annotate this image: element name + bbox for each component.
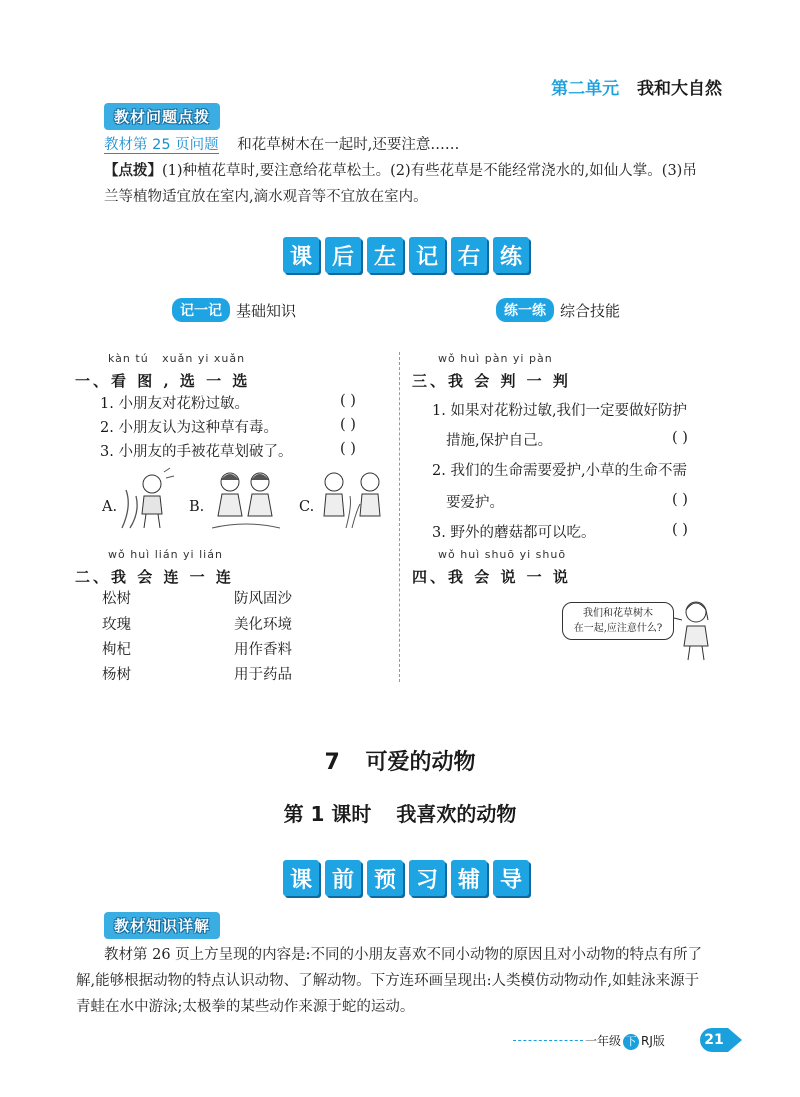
knowledge-line-2: 解,能够根据动物的特点认识动物、了解动物。下方连环画呈现出:人类模仿动物动作,如蛙泳来源于 xyxy=(76,973,700,989)
banner-char: 习 xyxy=(409,860,445,896)
lesson-title xyxy=(0,798,800,827)
knowledge-line-3: 青蛙在水中游泳;太极拳的某些动作来源于蛇的运动。 xyxy=(76,999,415,1015)
edition-text: RJ版 xyxy=(641,1034,665,1048)
footer-dash-line xyxy=(513,1040,583,1041)
chapter-number: 7 xyxy=(324,750,340,775)
q3-item-3: 3. 野外的蘑菇都可以吃。 xyxy=(432,525,596,541)
speech-bubble: 我们和花草树木 在一起,应注意什么? xyxy=(562,602,674,640)
q3-pinyin: wǒ huì pàn yi pàn xyxy=(438,352,553,365)
q1-item: 2. 小朋友认为这种草有毒。 xyxy=(100,420,278,436)
q1-item: 1. 小朋友对花粉过敏。 xyxy=(100,396,249,412)
banner-char: 练 xyxy=(493,237,529,273)
hint-line-1: 【点拨】(1)种植花草时,要注意给花草松土。(2)有些花草是不能经常浇水的,如仙人掌。(3)吊 xyxy=(104,162,697,179)
answer-paren[interactable]: ( ) xyxy=(340,393,356,409)
option-a-label: A. xyxy=(102,499,118,515)
banner-char: 辅 xyxy=(451,860,487,896)
match-right-item: 用作香料 xyxy=(234,642,292,658)
match-left-item: 松树 xyxy=(102,591,131,607)
banner-char: 预 xyxy=(367,860,403,896)
practice-badge: 练一练 xyxy=(496,298,554,322)
answer-paren[interactable]: ( ) xyxy=(340,417,356,433)
term-mark: 下 xyxy=(623,1034,639,1050)
basic-knowledge-head xyxy=(172,298,296,322)
answer-paren[interactable]: ( ) xyxy=(340,441,356,457)
hint-line-2: 兰等植物适宜放在室内,滴水观音等不宜放在室内。 xyxy=(104,189,428,205)
grade-text: 一年级 xyxy=(585,1034,622,1048)
q3-title: 三、我 会 判 一 判 xyxy=(412,372,571,390)
page-number: 21 xyxy=(700,1028,728,1052)
banner-char: 左 xyxy=(367,237,403,273)
banner-char: 后 xyxy=(325,237,361,273)
q4-pinyin: wǒ huì shuō yi shuō xyxy=(438,548,567,561)
option-b-label: B. xyxy=(189,499,205,515)
banner-char: 记 xyxy=(409,237,445,273)
answer-paren[interactable]: ( ) xyxy=(672,430,688,446)
q2-pinyin: wǒ huì lián yi lián xyxy=(108,548,223,561)
unit-title: 我和大自然 xyxy=(637,79,722,99)
q3-item-2-cont: 要爱护。 xyxy=(446,495,504,511)
answer-paren[interactable]: ( ) xyxy=(672,492,688,508)
knowledge-badge: 教材知识详解 xyxy=(104,912,220,939)
remember-badge: 记一记 xyxy=(172,298,230,322)
q3-item-1-cont: 措施,保护自己。 xyxy=(446,433,553,449)
q4-title: 四、我 会 说 一 说 xyxy=(412,568,571,586)
unit-number: 第二单元 xyxy=(551,79,620,99)
q2-title: 二、我 会 连 一 连 xyxy=(75,568,234,586)
match-right-item: 用于药品 xyxy=(234,667,292,683)
footer-edition xyxy=(585,1032,665,1050)
q1-pinyin: kàn tú xuǎn yi xuǎn xyxy=(108,352,246,365)
match-left-item: 枸杞 xyxy=(102,642,131,658)
chapter-title xyxy=(0,745,800,776)
after-class-banner xyxy=(283,237,529,273)
skills-title: 综合技能 xyxy=(560,301,621,320)
banner-char: 右 xyxy=(451,237,487,273)
girl-thinking-illustration xyxy=(672,596,720,664)
match-right-item: 美化环境 xyxy=(234,617,292,633)
banner-char: 前 xyxy=(325,860,361,896)
answer-paren[interactable]: ( ) xyxy=(672,522,688,538)
q1-title: 一、看 图 , 选 一 选 xyxy=(75,372,251,390)
banner-char: 课 xyxy=(283,860,319,896)
textbook-tips-badge: 教材问题点拨 xyxy=(104,103,220,130)
lesson-number: 第 1 课时 xyxy=(283,802,372,826)
page-arrow-icon xyxy=(728,1028,742,1052)
two-girls-illustration xyxy=(208,466,284,532)
question-text: 和花草树木在一起时,还要注意…… xyxy=(237,137,460,153)
child-sneezing-illustration xyxy=(118,466,178,532)
banner-char: 导 xyxy=(493,860,529,896)
column-divider xyxy=(399,352,400,682)
hint-label: 【点拨】 xyxy=(104,162,162,179)
textbook-question xyxy=(104,132,459,158)
q3-item-1: 1. 如果对花粉过敏,我们一定要做好防护 xyxy=(432,403,688,419)
unit-header xyxy=(551,74,722,99)
chapter-name: 可爱的动物 xyxy=(365,750,476,775)
q3-item-2: 2. 我们的生命需要爱护,小草的生命不需 xyxy=(432,463,688,479)
pre-class-banner xyxy=(283,860,529,896)
knowledge-line-1: 教材第 26 页上方呈现的内容是:不同的小朋友喜欢不同小动物的原因且对小动物的特点有所了 xyxy=(104,947,703,963)
skills-head xyxy=(496,298,620,322)
match-right-item: 防风固沙 xyxy=(234,591,292,607)
q1-item: 3. 小朋友的手被花草划破了。 xyxy=(100,444,293,460)
children-plants-illustration xyxy=(316,466,388,532)
textbook-ref: 教材第 25 页问题 xyxy=(104,137,219,153)
option-c-label: C. xyxy=(299,499,315,515)
lesson-name: 我喜欢的动物 xyxy=(396,802,517,826)
match-left-item: 杨树 xyxy=(102,667,131,683)
banner-char: 课 xyxy=(283,237,319,273)
match-left-item: 玫瑰 xyxy=(102,617,131,633)
basic-knowledge-title: 基础知识 xyxy=(236,301,297,320)
